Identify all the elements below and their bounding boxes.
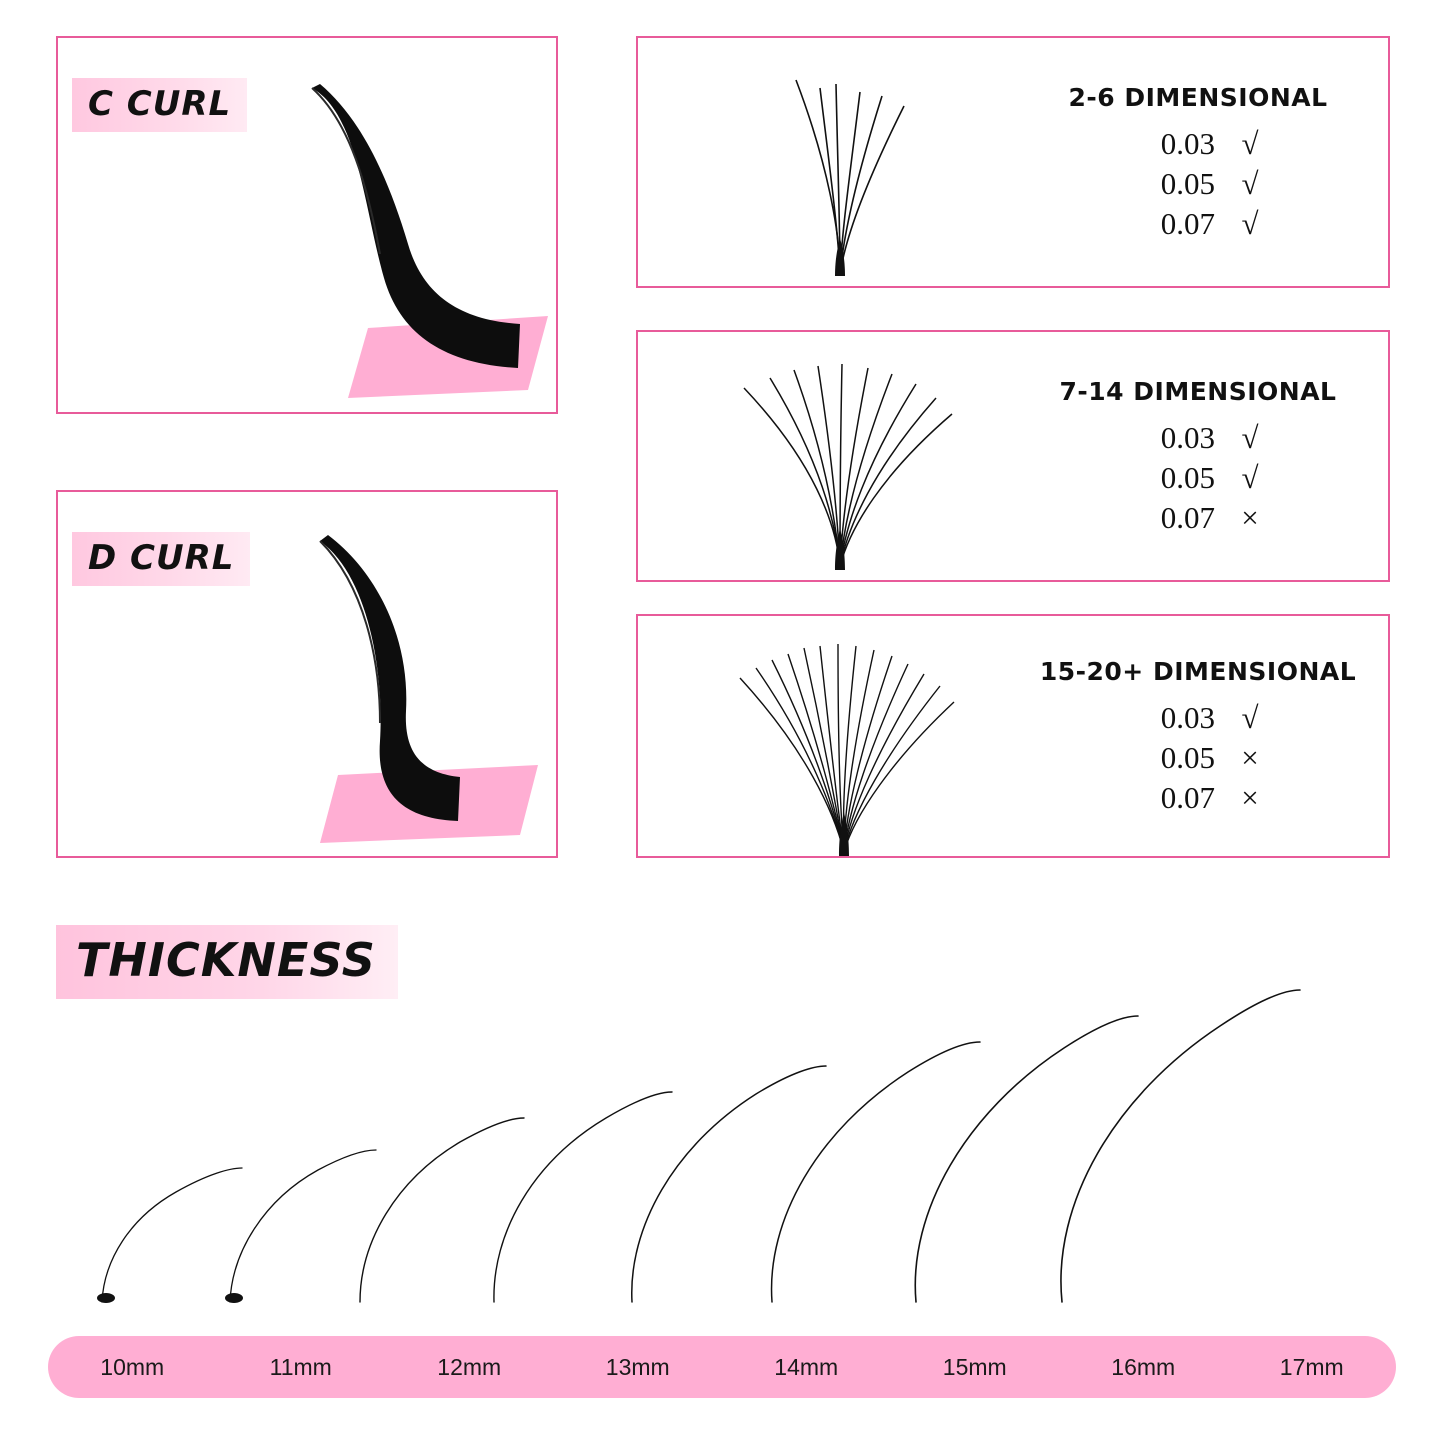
thickness-value: 0.03 xyxy=(1160,699,1215,735)
lash-curve-14mm xyxy=(632,1066,826,1302)
fan-2-6-image xyxy=(678,44,998,280)
dimension-rows xyxy=(1111,700,1285,816)
availability-mark: √ xyxy=(1241,205,1259,241)
lash-curve-12mm xyxy=(360,1118,524,1302)
dimension-rows xyxy=(1111,420,1285,536)
length-label: 15mm xyxy=(942,1353,1007,1380)
dimension-panel-15-20 xyxy=(636,614,1390,858)
dimension-row xyxy=(1111,740,1285,776)
dimension-title: 2-6 DIMENSIONAL xyxy=(1068,82,1328,112)
c-curl-panel xyxy=(56,36,558,414)
dimension-info-15-20 xyxy=(1008,616,1388,856)
length-label: 17mm xyxy=(1279,1353,1344,1380)
dimension-title: 7-14 DIMENSIONAL xyxy=(1059,376,1337,406)
availability-mark: × xyxy=(1241,739,1259,775)
c-curl-lash-image xyxy=(208,78,568,408)
availability-mark: × xyxy=(1241,779,1259,815)
c-curl-label: C CURL xyxy=(88,84,232,124)
availability-mark: √ xyxy=(1241,125,1259,161)
dimension-row xyxy=(1111,460,1285,496)
thickness-title: THICKNESS xyxy=(76,933,376,987)
dimension-row xyxy=(1111,780,1285,816)
availability-mark: × xyxy=(1241,499,1259,535)
lash-length-row xyxy=(60,960,1390,1320)
dimension-panel-2-6 xyxy=(636,36,1390,288)
length-label: 14mm xyxy=(774,1353,839,1380)
thickness-value: 0.05 xyxy=(1160,459,1215,495)
lash-curve-11mm xyxy=(230,1150,376,1302)
thickness-value: 0.07 xyxy=(1160,779,1215,815)
dimension-info-2-6 xyxy=(1008,38,1388,286)
fan-7-14-image xyxy=(678,338,998,574)
thickness-value: 0.05 xyxy=(1160,165,1215,201)
length-label: 13mm xyxy=(605,1353,670,1380)
dimension-panel-7-14 xyxy=(636,330,1390,582)
dimension-row xyxy=(1111,500,1285,536)
d-curl-lash-image xyxy=(208,527,568,847)
thickness-value: 0.03 xyxy=(1160,125,1215,161)
thickness-value: 0.03 xyxy=(1160,419,1215,455)
fan-15-20-image xyxy=(678,622,998,858)
length-label: 10mm xyxy=(100,1353,165,1380)
thickness-value: 0.07 xyxy=(1160,205,1215,241)
lash-curve-15mm xyxy=(772,1042,980,1302)
lash-curve-16mm xyxy=(915,1016,1138,1302)
dimension-row xyxy=(1111,206,1285,242)
dimension-row xyxy=(1111,126,1285,162)
availability-mark: √ xyxy=(1241,419,1259,455)
thickness-value: 0.07 xyxy=(1160,499,1215,535)
d-curl-label: D CURL xyxy=(88,538,235,578)
dimension-title: 15-20+ DIMENSIONAL xyxy=(1039,656,1357,686)
length-label: 12mm xyxy=(437,1353,502,1380)
d-curl-panel xyxy=(56,490,558,858)
availability-mark: √ xyxy=(1241,165,1259,201)
lash-curve-10mm xyxy=(102,1168,242,1302)
dimension-info-7-14 xyxy=(1008,332,1388,580)
length-label-bar xyxy=(48,1336,1396,1398)
lash-curve-17mm xyxy=(1061,990,1300,1302)
thickness-value: 0.05 xyxy=(1160,739,1215,775)
length-label: 16mm xyxy=(1111,1353,1176,1380)
dimension-row xyxy=(1111,166,1285,202)
dimension-row xyxy=(1111,700,1285,736)
lash-curve-13mm xyxy=(494,1092,672,1302)
availability-mark: √ xyxy=(1241,459,1259,495)
dimension-rows xyxy=(1111,126,1285,242)
dimension-row xyxy=(1111,420,1285,456)
length-label: 11mm xyxy=(269,1353,332,1380)
availability-mark: √ xyxy=(1241,699,1259,735)
